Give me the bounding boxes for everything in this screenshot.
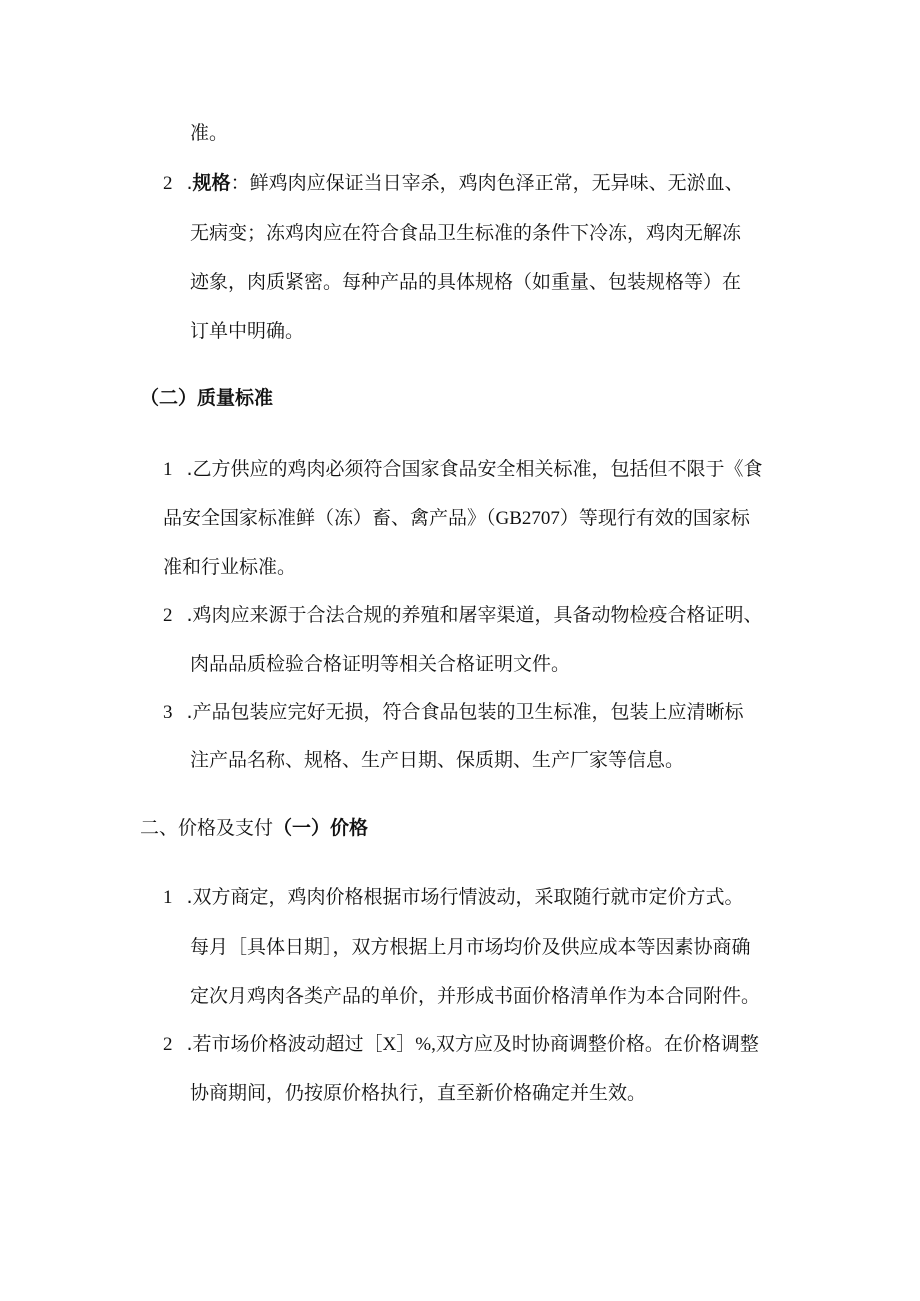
text: .乙方供应的鸡肉必须符合国家食品安全相关标准，包括但不限于《食	[186, 458, 763, 480]
list-item-spec-line-2	[190, 221, 741, 245]
text: 双方应及时协商调整价格。在价格调整	[435, 1033, 759, 1055]
heading-text: （二）质量标准	[140, 387, 274, 409]
list-item-spec-line-4	[190, 319, 304, 343]
text: 协商期间，仍按原价格执行，直至新价格确定并生效。	[190, 1082, 647, 1104]
list-item-price-2-line-2	[190, 1081, 646, 1105]
text: ：鲜鸡肉应保证当日宰杀，鸡肉色泽正常，无异味、无淤血、	[230, 172, 744, 194]
item-number: 3	[163, 702, 173, 723]
item-number: 1	[163, 887, 173, 908]
placeholder-percent: ［X］%,	[363, 1034, 436, 1055]
item-number: 2	[163, 1034, 173, 1055]
text: .若市场价格波动超过	[186, 1033, 364, 1055]
text: .鸡肉应来源于合法合规的养殖和屠宰渠道，具备动物检疫合格证明、	[186, 604, 763, 626]
list-item-quality-1-line-1	[163, 457, 763, 482]
list-item-price-2-line-1	[163, 1032, 759, 1057]
item-prefix: .	[186, 172, 193, 194]
list-item-quality-1-line-2	[163, 506, 750, 531]
heading-text: 二、价格及支付	[140, 817, 274, 839]
text: 迹象，肉质紧密。每种产品的具体规格（如重量、包装规格等）在	[190, 271, 742, 293]
list-item-spec-line-1	[163, 171, 744, 196]
text: 肉品品质检验合格证明等相关合格证明文件。	[190, 653, 571, 675]
item-label: 规格	[192, 172, 231, 194]
paragraph-continuation	[190, 121, 228, 145]
text: 品安全国家标准鲜（冻）畜、禽产品》（	[163, 507, 496, 529]
text: 订单中明确。	[190, 320, 305, 342]
text: 定次月鸡肉各类产品的单价，并形成书面价格清单作为本合同附件。	[190, 985, 761, 1007]
section-heading-price	[140, 816, 368, 840]
subheading-text: （一）价格	[273, 817, 369, 839]
list-item-price-1-line-3	[190, 984, 760, 1008]
text: 等现行有效的国家标	[578, 507, 750, 529]
list-item-quality-3-line-1	[163, 700, 744, 725]
list-item-price-1-line-1	[163, 885, 744, 910]
list-item-price-1-line-2	[190, 935, 751, 959]
list-item-quality-2-line-2	[190, 652, 570, 676]
list-item-quality-2-line-1	[163, 603, 763, 628]
standard-code: GB2707）	[495, 508, 579, 529]
text: 注产品名称、规格、生产日期、保质期、生产厂家等信息。	[190, 749, 685, 771]
text: .产品包装应完好无损，符合食品包装的卫生标准，包装上应清晰标	[186, 701, 744, 723]
text: 准和行业标准。	[163, 556, 297, 578]
text: .双方商定，鸡肉价格根据市场行情波动，采取随行就市定价方式。	[186, 886, 744, 908]
text: 准。	[190, 122, 229, 144]
item-number: 2	[163, 605, 173, 626]
section-heading-quality	[140, 386, 273, 410]
list-item-spec-line-3	[190, 270, 741, 294]
item-number: 1	[163, 459, 173, 480]
list-item-quality-3-line-2	[190, 748, 684, 772]
text: 每月［具体日期］，双方根据上月市场均价及供应成本等因素协商确	[190, 936, 751, 958]
list-item-quality-1-line-3	[163, 555, 296, 579]
text: 无病变；冻鸡肉应在符合食品卫生标准的条件下冷冻，鸡肉无解冻	[190, 222, 742, 244]
item-number: 2	[163, 173, 173, 194]
